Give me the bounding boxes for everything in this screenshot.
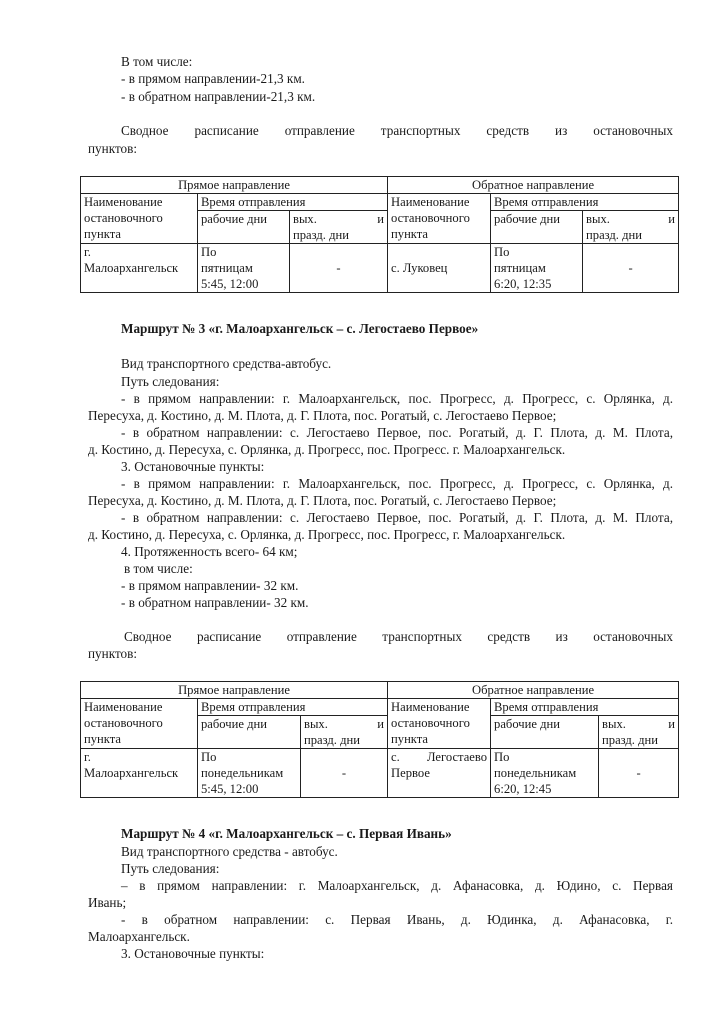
summary-2-line-1: Сводное расписание отправление транспортных средств из остановочных xyxy=(124,629,673,644)
header-holidays-reverse xyxy=(599,716,679,749)
intro-line-3: - в обратном направлении-21,3 км. xyxy=(121,89,316,104)
route-4-title: Маршрут № 4 «г. Малоархангельск – с. Первая Ивань» xyxy=(121,826,452,841)
route-4-line-5: - в обратном направлении: с. Первая Ивань, д. Юдинка, д. Афанасовка, г. xyxy=(121,912,673,927)
header-holidays-and: и xyxy=(668,717,676,731)
route-3-line-11: д. Костино, д. Пересуха, с. Орлянка, д. Прогресс, пос. Прогресс, г. Малоархангельск. xyxy=(88,527,566,542)
header-stop-name-line-3: пункта xyxy=(391,227,429,241)
header-departure-time-direct: Время отправления xyxy=(198,194,388,211)
route-3-line-9: Пересуха, д. Костино, д. М. Плота, д. Г. Плота, пос. Рогатый, с. Легостаево Первое; xyxy=(88,493,557,508)
route-3-line-1: Вид транспортного средства-автобус. xyxy=(121,356,332,371)
header-holidays-word: вых. xyxy=(304,717,328,731)
header-holidays-word: вых. xyxy=(602,717,626,731)
route-3-line-14: - в прямом направлении- 32 км. xyxy=(121,578,299,593)
times-direct-line-1: По xyxy=(201,750,217,764)
header-holidays-word: вых. xyxy=(586,212,610,226)
route-3-line-12: 4. Протяженность всего- 64 км; xyxy=(121,544,298,559)
header-holidays-and: и xyxy=(377,717,385,731)
times-direct-line-2: пятницам xyxy=(201,261,253,275)
header-stop-name-line-2: остановочного xyxy=(391,716,470,730)
header-stop-name-line-1: Наименование xyxy=(391,700,470,714)
times-reverse-line-2: понедельникам xyxy=(494,766,577,780)
header-stop-name-reverse xyxy=(388,699,491,749)
header-stop-name-line-3: пункта xyxy=(84,732,121,746)
route-3-line-8: - в прямом направлении: г. Малоархангельск, пос. Прогресс, д. Прогресс, с. Орлянка, д. xyxy=(121,476,673,491)
header-direct: Прямое направление xyxy=(81,682,388,699)
header-holidays-line-2: празд. дни xyxy=(304,733,360,747)
route-4-line-1: Вид транспортного средства - автобус. xyxy=(121,844,338,859)
route-3-line-4: Пересуха, д. Костино, д. М. Плота, д. Г. Плота, пос. Рогатый, с. Легостаево Первое; xyxy=(88,408,557,423)
times-direct xyxy=(198,244,290,293)
stop-direct-line-1: г. xyxy=(84,245,91,259)
summary-1-line-1: Сводное расписание отправление транспортных средств из остановочных xyxy=(121,123,673,138)
intro-line-2: - в прямом направлении-21,3 км. xyxy=(121,71,305,86)
header-holidays-word: вых. xyxy=(293,212,317,226)
stop-direct-line-2: Малоархангельск xyxy=(84,766,179,780)
header-holidays-line-2: празд. дни xyxy=(602,733,658,747)
stop-reverse xyxy=(388,749,491,798)
summary-2-line-2: пунктов: xyxy=(88,646,138,661)
route-4-line-2: Путь следования: xyxy=(121,861,220,876)
header-stop-name-line-2: остановочного xyxy=(391,211,470,225)
header-holidays-line-2: празд. дни xyxy=(293,228,349,242)
header-stop-name-line-2: остановочного xyxy=(84,211,163,225)
times-direct-line-2: понедельникам xyxy=(201,766,284,780)
header-stop-name-direct xyxy=(81,194,198,244)
holidays-reverse: - xyxy=(583,244,679,293)
route-4-line-6: Малоархангельск. xyxy=(88,929,190,944)
schedule-table-2 xyxy=(80,681,679,798)
header-stop-name-line-1: Наименование xyxy=(84,195,163,209)
header-workdays-reverse: рабочие дни xyxy=(491,716,599,749)
route-3-line-7: 3. Остановочные пункты: xyxy=(121,459,265,474)
summary-1-line-2: пунктов: xyxy=(88,141,138,156)
header-stop-name-line-2: остановочного xyxy=(84,716,163,730)
header-stop-name-line-1: Наименование xyxy=(84,700,163,714)
route-4-line-7: 3. Остановочные пункты: xyxy=(121,946,265,961)
route-3-line-10: - в обратном направлении: с. Легостаево Первое, пос. Рогатый, д. Г. Плота, д. М. Плота, xyxy=(121,510,673,525)
route-3-line-3: - в прямом направлении: г. Малоархангельск, пос. Прогресс, д. Прогресс, с. Орлянка, д. xyxy=(121,391,673,406)
times-reverse-line-3: 6:20, 12:45 xyxy=(494,782,552,796)
header-direct: Прямое направление xyxy=(81,177,388,194)
stop-reverse: с. Луковец xyxy=(388,244,491,293)
route-4-line-3: – в прямом направлении: г. Малоархангельск, д. Афанасовка, д. Юдино, с. Первая xyxy=(121,878,673,893)
times-direct-line-3: 5:45, 12:00 xyxy=(201,782,259,796)
intro-line-1: В том числе: xyxy=(121,54,193,69)
route-3-line-5: - в обратном направлении: с. Легостаево Первое, пос. Рогатый, д. Г. Плота, д. М. Плота, xyxy=(121,425,673,440)
times-reverse xyxy=(491,244,583,293)
stop-direct-line-2: Малоархангельск xyxy=(84,261,179,275)
header-departure-time-direct: Время отправления xyxy=(198,699,388,716)
stop-reverse-prefix: с. xyxy=(391,750,400,764)
header-stop-name-line-3: пункта xyxy=(391,732,429,746)
route-3-line-15: - в обратном направлении- 32 км. xyxy=(121,595,309,610)
header-stop-name-reverse xyxy=(388,194,491,244)
route-3-line-6: д. Костино, д. Пересуха, с. Орлянка, д. Прогресс, пос. Прогресс. г. Малоархангельск. xyxy=(88,442,566,457)
header-workdays-direct: рабочие дни xyxy=(198,716,301,749)
times-direct xyxy=(198,749,301,798)
header-holidays-line-2: празд. дни xyxy=(586,228,642,242)
schedule-table-1 xyxy=(80,176,679,293)
stop-direct-line-1: г. xyxy=(84,750,91,764)
header-holidays-direct xyxy=(301,716,388,749)
header-reverse: Обратное направление xyxy=(388,177,679,194)
header-holidays-and: и xyxy=(377,212,385,226)
header-holidays-and: и xyxy=(668,212,676,226)
route-4-line-4: Ивань; xyxy=(88,895,127,910)
stop-reverse-name: Легостаево xyxy=(426,750,488,764)
header-workdays-reverse: рабочие дни xyxy=(491,211,583,244)
header-holidays-reverse xyxy=(583,211,679,244)
header-workdays-direct: рабочие дни xyxy=(198,211,290,244)
header-departure-time-reverse: Время отправления xyxy=(491,699,679,716)
header-reverse: Обратное направление xyxy=(388,682,679,699)
route-3-line-13: в том числе: xyxy=(124,561,193,576)
times-reverse-line-1: По xyxy=(494,245,510,259)
route-3-title: Маршрут № 3 «г. Малоархангельск – с. Легостаево Первое» xyxy=(121,321,479,336)
times-reverse-line-3: 6:20, 12:35 xyxy=(494,277,552,291)
holidays-direct: - xyxy=(290,244,388,293)
header-stop-name-direct xyxy=(81,699,198,749)
times-direct-line-1: По xyxy=(201,245,217,259)
times-reverse xyxy=(491,749,599,798)
route-3-line-2: Путь следования: xyxy=(121,374,220,389)
stop-direct xyxy=(81,749,198,798)
stop-direct xyxy=(81,244,198,293)
header-holidays-direct xyxy=(290,211,388,244)
holidays-direct: - xyxy=(301,749,388,798)
times-reverse-line-2: пятницам xyxy=(494,261,546,275)
header-stop-name-line-1: Наименование xyxy=(391,195,470,209)
holidays-reverse: - xyxy=(599,749,679,798)
header-stop-name-line-3: пункта xyxy=(84,227,121,241)
times-reverse-line-1: По xyxy=(494,750,510,764)
times-direct-line-3: 5:45, 12:00 xyxy=(201,277,259,291)
header-departure-time-reverse: Время отправления xyxy=(491,194,679,211)
stop-reverse-line-2: Первое xyxy=(391,766,430,780)
